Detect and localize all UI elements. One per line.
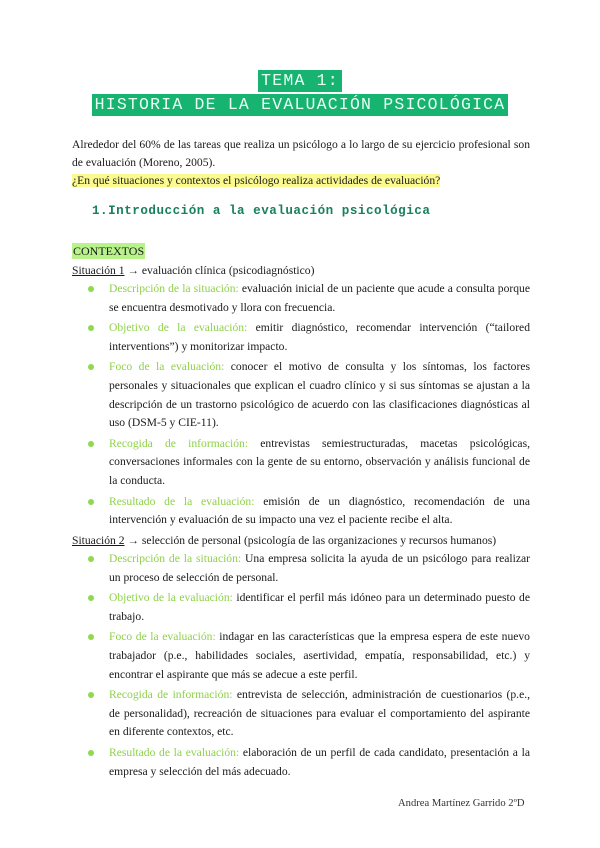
item-text: evaluación inicial de un paciente que acude a consulta porque se encuentra desmotivado y llora con frecuencia.: [109, 282, 530, 314]
item-label: Resultado de la evaluación:: [109, 494, 255, 508]
bullet-icon: [88, 325, 94, 331]
list-item: [72, 493, 530, 530]
bullet-icon: [88, 286, 94, 292]
item-text: entrevista de selección, administración de cuestionarios (p.e., de personalidad), recreación de situaciones para evaluar el comportamiento del aspirante en diferente contextos, etc.: [109, 688, 531, 739]
item-text: entrevistas semiestructuradas, macetas psicológicas, conversaciones informales con la gente de su entorno, observación y análisis funcional de la conducta.: [109, 436, 530, 487]
bullet-icon: [88, 364, 94, 370]
situation-1-heading: [72, 262, 530, 280]
bullet-icon: [88, 499, 94, 505]
situation-2: [72, 532, 530, 783]
situation-2-list: [72, 550, 530, 781]
situation-1-list: [72, 280, 530, 530]
list-item: [72, 686, 530, 742]
item-text: emitir diagnóstico, recomendar intervención (“tailored interventions”) y monitorizar impacto.: [109, 321, 530, 353]
title-line-2: HISTORIA DE LA EVALUACIÓN PSICOLÓGICA: [92, 94, 509, 116]
list-item: [72, 280, 530, 317]
item-text: identificar el perfil más idóneo para un determinado puesto de trabajo.: [109, 591, 531, 623]
bullet-icon: [88, 556, 94, 562]
bullet-icon: [88, 634, 94, 640]
item-label: Foco de la evaluación:: [109, 630, 216, 644]
item-label: Foco de la evaluación:: [109, 360, 225, 374]
item-label: Descripción de la situación:: [109, 282, 239, 295]
list-item: [72, 744, 530, 781]
item-text: elaboración de un perfil de cada candidato, presentación a la empresa y selección del más adecuado.: [109, 745, 530, 778]
situation-1-description: evaluación clínica (psicodiagnóstico): [141, 264, 315, 277]
list-item: [72, 550, 530, 587]
item-label: Objetivo de la evaluación:: [109, 321, 248, 335]
item-label: Descripción de la situación:: [109, 552, 242, 565]
bullet-icon: [88, 441, 94, 447]
section-heading: 1.Introducción a la evaluación psicológica: [92, 204, 431, 218]
list-item: [72, 358, 530, 432]
item-label: Resultado de la evaluación:: [109, 745, 240, 759]
list-item: [72, 589, 530, 626]
arrow-icon: →: [127, 264, 139, 277]
arrow-icon: →: [127, 534, 139, 547]
item-text: indagar en las características que la empresa espera de este nuevo trabajador (p.e., habilidades sociales, asertividad, empatía, responsabilidad, etc.) y encontrar el aspirante que más se adecue a este perfil.: [109, 630, 530, 681]
situation-1: [72, 262, 530, 532]
list-item: [72, 435, 530, 491]
item-text: Una empresa solicita la ayuda de un psicólogo para realizar un proceso de selección de personal.: [109, 552, 530, 584]
bullet-icon: [88, 692, 94, 698]
item-text: conocer el motivo de consulta y los síntomas, los factores personales y situacionales que explican el cuadro clínico y si sus síntomas se ajustan a la descripción de un trastorno psicológico de acuerdo con las clasificaciones diagnósticas al uso (DSM-5 y CIE-11).: [109, 360, 530, 430]
item-label: Recogida de información:: [109, 436, 249, 450]
list-item: [72, 628, 530, 684]
bullet-icon: [88, 750, 94, 756]
intro-paragraph: [72, 136, 530, 190]
situation-2-label: Situación 2: [72, 534, 125, 547]
item-label: Objetivo de la evaluación:: [109, 591, 233, 605]
intro-text: Alrededor del 60% de las tareas que realiza un psicólogo a lo largo de su ejercicio profesional son de evaluación (Moreno, 2005).: [72, 138, 530, 169]
item-text: emisión de un diagnóstico, recomendación de una intervención y evaluación de su impacto una vez el paciente recibe el alta.: [109, 494, 530, 527]
situation-2-description: selección de personal (psicología de las organizaciones y recursos humanos): [141, 534, 497, 547]
title-line-1: TEMA 1:: [258, 70, 342, 92]
situation-2-heading: [72, 532, 530, 550]
situation-1-label: Situación 1: [72, 264, 125, 277]
contextos-label: CONTEXTOS: [73, 244, 145, 258]
document-title: [0, 70, 600, 118]
item-label: Recogida de información:: [109, 688, 233, 702]
list-item: [72, 319, 530, 356]
bullet-icon: [88, 595, 94, 601]
intro-question: ¿En qué situaciones y contextos el psicólogo realiza actividades de evaluación?: [72, 174, 441, 187]
page-footer: Andrea Martínez Garrido 2ºD: [398, 798, 525, 809]
